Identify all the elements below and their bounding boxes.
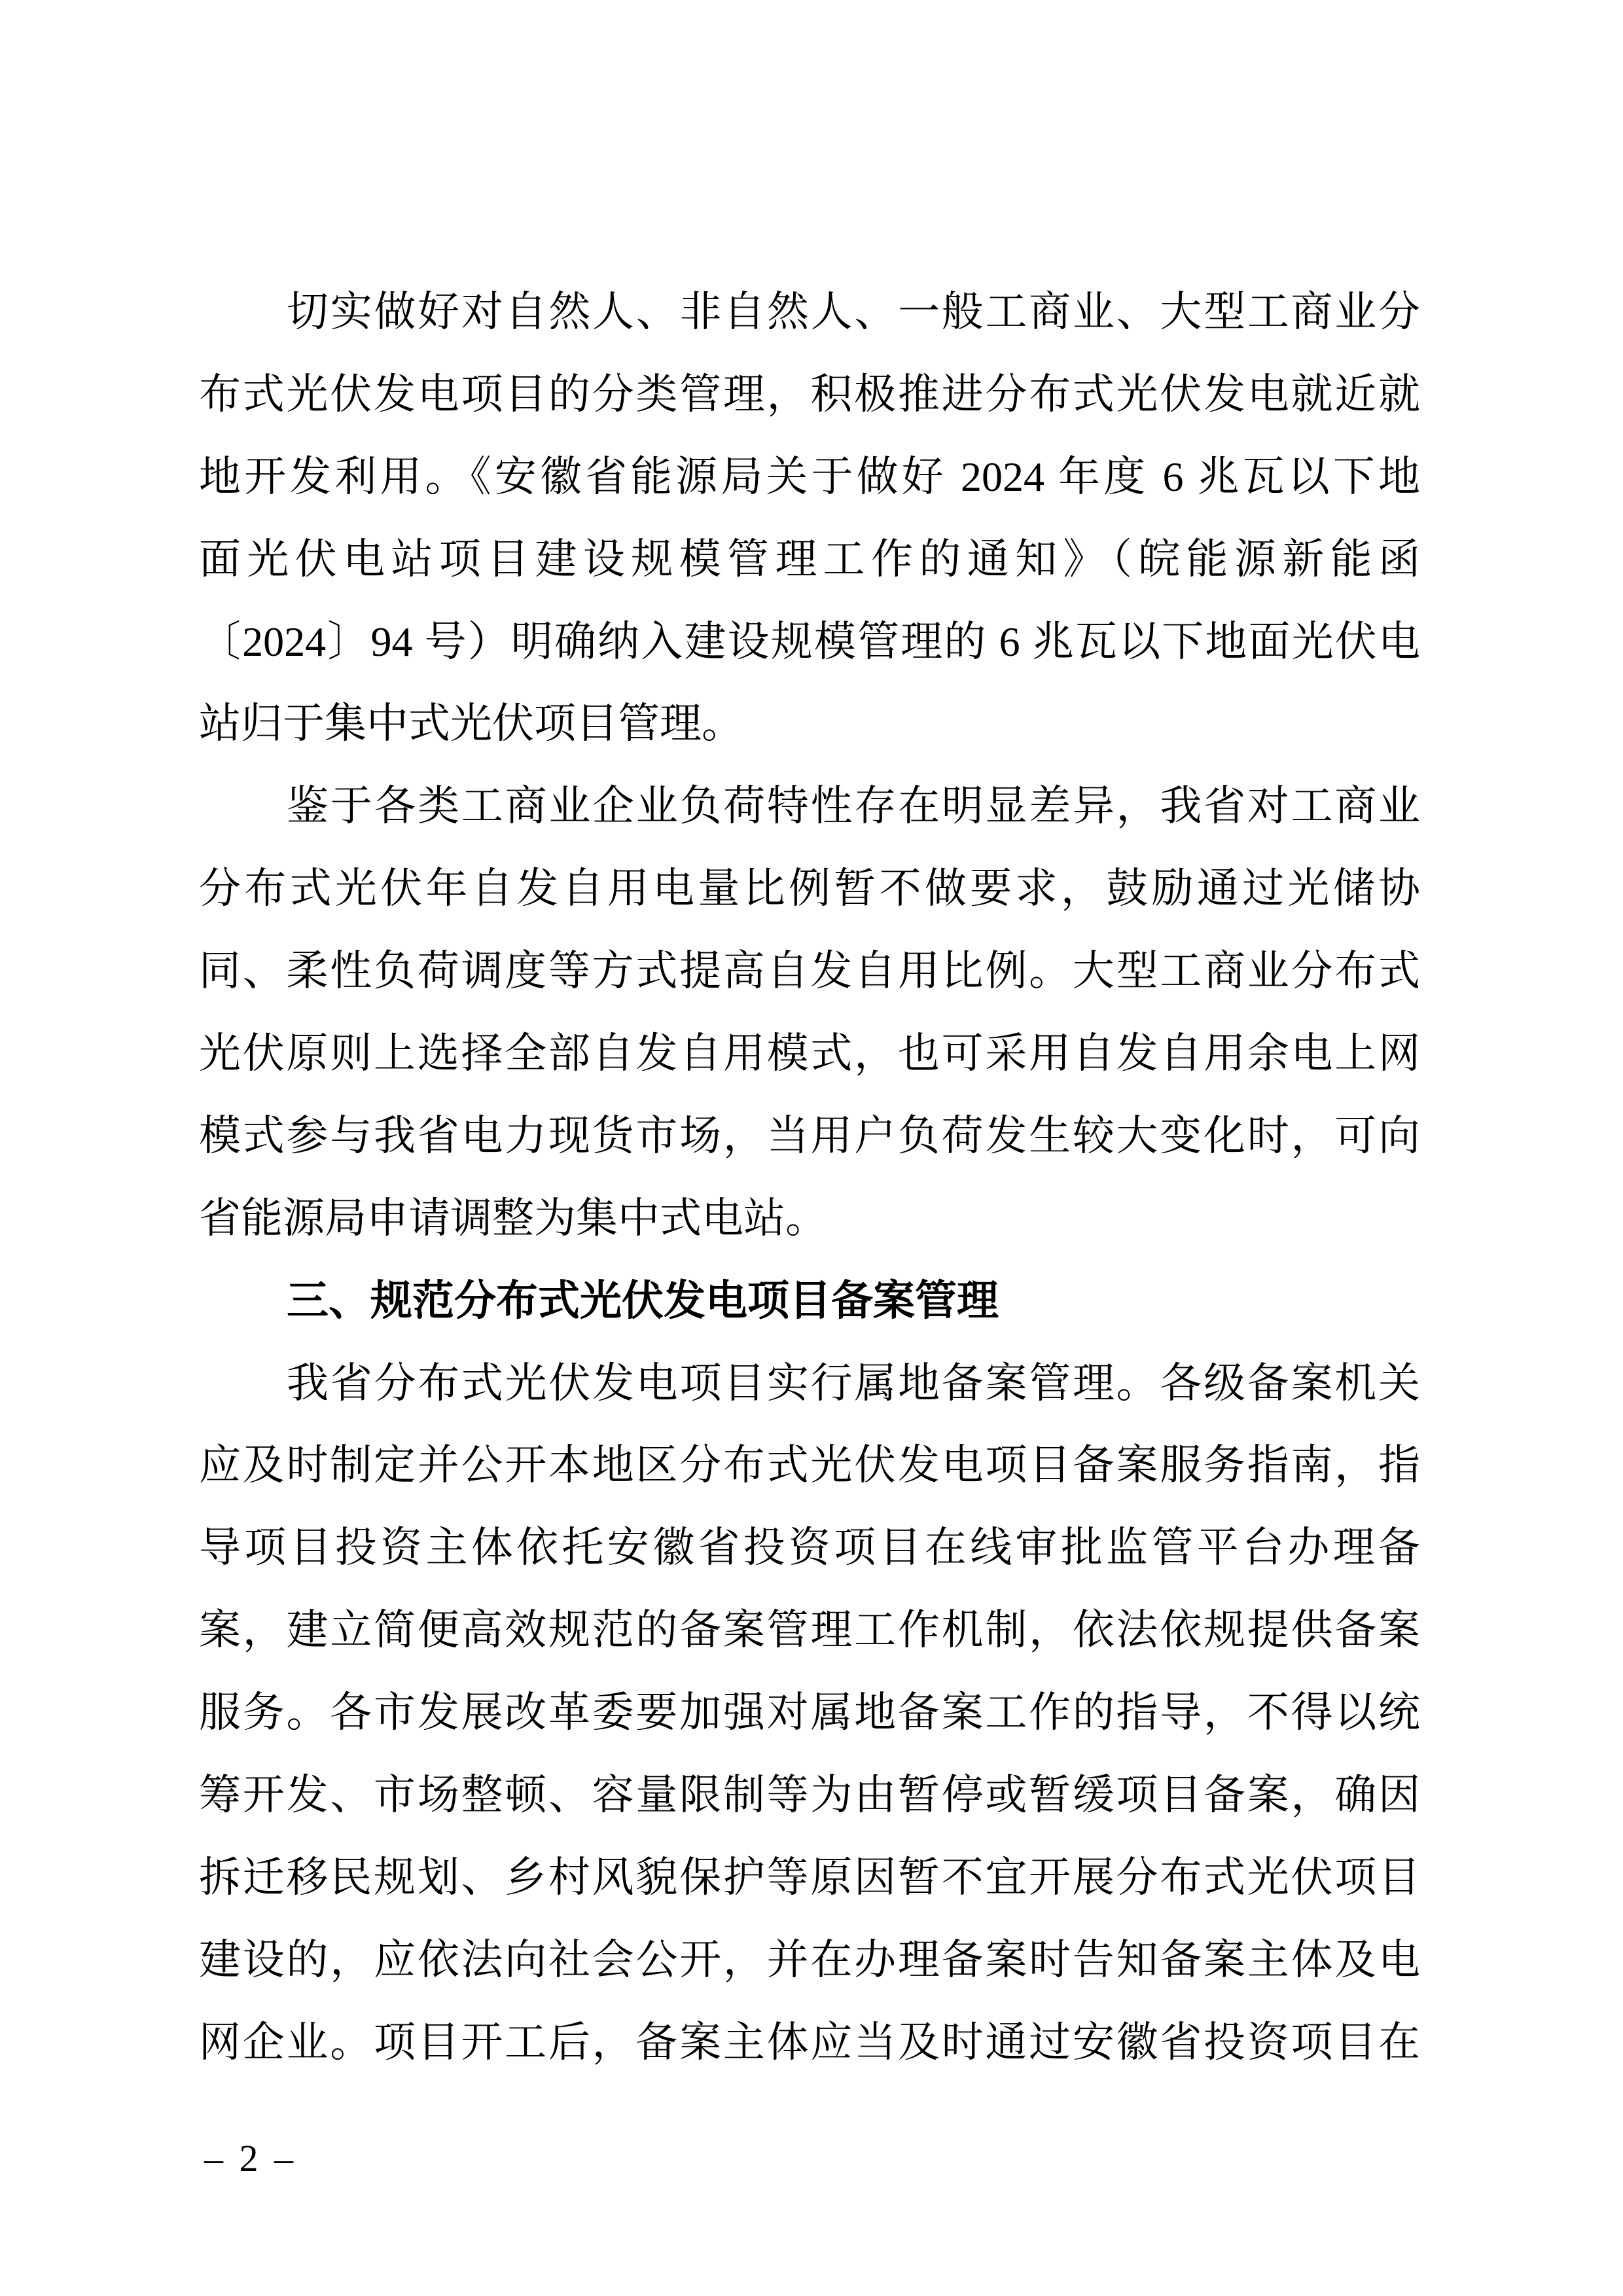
text-line: 站归于集中式光伏项目管理。	[199, 700, 743, 747]
section-heading: 三、规范分布式光伏发电项目备案管理	[287, 1276, 999, 1324]
text-line: 我省分布式光伏发电项目实行属地备案管理。各级备案机关	[287, 1359, 1420, 1407]
text-line: 模式参与我省电力现货市场，当用户负荷发生较大变化时，可向	[199, 1112, 1420, 1159]
text-line: 〔2024〕94 号）明确纳入建设规模管理的 6 兆瓦以下地面光伏电	[199, 618, 1420, 665]
text-line: 面光伏电站项目建设规模管理工作的通知》（皖能源新能函	[199, 535, 1420, 583]
text-line: 分布式光伏年自发自用电量比例暂不做要求，鼓励通过光储协	[199, 865, 1420, 912]
text-line: 案，建立简便高效规范的备案管理工作机制，依法依规提供备案	[199, 1607, 1420, 1654]
text-line: 筹开发、市场整顿、容量限制等为由暂停或暂缓项目备案，确因	[199, 1772, 1420, 1819]
text-line: 拆迁移民规划、乡村风貌保护等原因暂不宜开展分布式光伏项目	[199, 1854, 1420, 1901]
text-line: 应及时制定并公开本地区分布式光伏发电项目备案服务指南，指	[199, 1442, 1420, 1489]
text-line: 网企业。项目开工后，备案主体应当及时通过安徽省投资项目在	[199, 2018, 1420, 2066]
text-line: 布式光伏发电项目的分类管理，积极推进分布式光伏发电就近就	[199, 370, 1420, 418]
text-line: 光伏原则上选择全部自发自用模式，也可采用自发自用余电上网	[199, 1030, 1420, 1077]
text-line: 服务。各市发展改革委要加强对属地备案工作的指导，不得以统	[199, 1689, 1420, 1736]
page-number: – 2 –	[204, 2137, 293, 2179]
text-line: 导项目投资主体依托安徽省投资项目在线审批监管平台办理备	[199, 1524, 1420, 1571]
text-line: 地开发利用。《安徽省能源局关于做好 2024 年度 6 兆瓦以下地	[199, 453, 1420, 500]
text-line: 建设的，应依法向社会公开，并在办理备案时告知备案主体及电	[199, 1936, 1420, 1983]
text-line: 切实做好对自然人、非自然人、一般工商业、大型工商业分	[287, 289, 1420, 335]
text-line: 省能源局申请调整为集中式电站。	[199, 1194, 827, 1242]
document-body	[199, 271, 1420, 2084]
text-line: 同、柔性负荷调度等方式提高自发自用比例。大型工商业分布式	[199, 948, 1420, 995]
text-line: 鉴于各类工商业企业负荷特性存在明显差异，我省对工商业	[287, 783, 1420, 830]
